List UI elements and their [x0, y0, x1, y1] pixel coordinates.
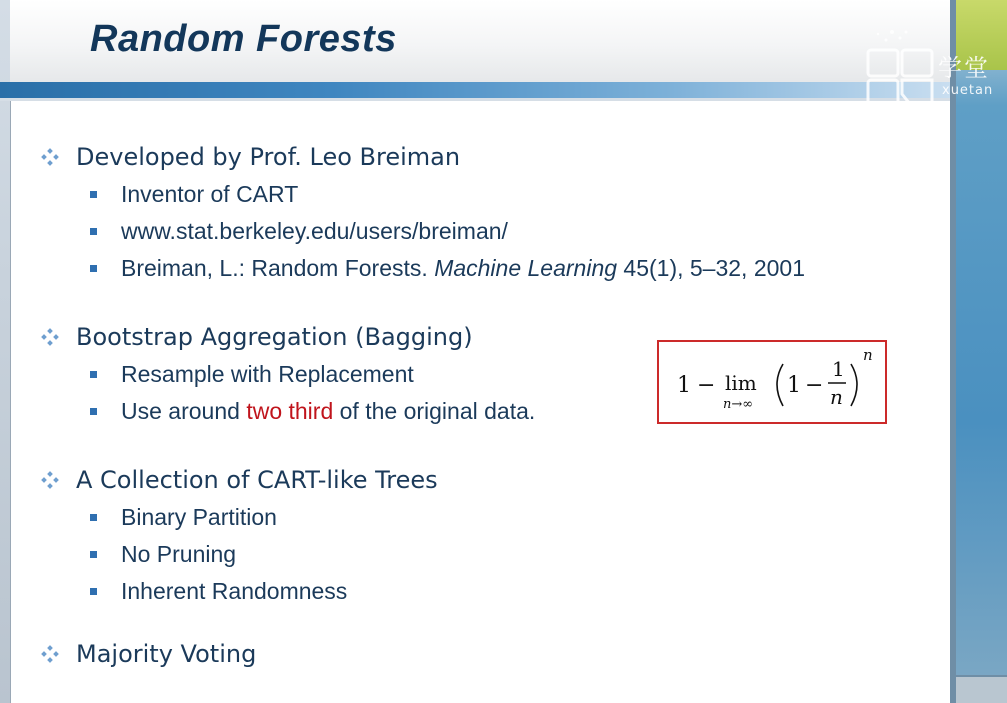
formula-fraction-denominator: n — [830, 385, 843, 409]
section-heading: Developed by Prof. Leo Breiman — [76, 143, 461, 171]
bullet-level2 — [90, 540, 236, 568]
bullet-level1 — [40, 639, 256, 669]
formula-minus: − — [697, 373, 716, 398]
bullet-level2 — [90, 577, 347, 605]
bullet-text-url: www.stat.berkeley.edu/users/breiman/ — [121, 217, 508, 244]
formula-one: 1 — [677, 373, 691, 398]
formula-box — [657, 340, 887, 424]
bullet-level2 — [90, 360, 414, 388]
formula-right-paren — [851, 364, 857, 406]
square-bullet-icon — [90, 514, 97, 521]
bullet-text-post: of the original data. — [333, 397, 536, 424]
bullet-level2 — [90, 397, 535, 425]
watermark-text: 学堂 — [938, 54, 990, 82]
section-heading: Majority Voting — [76, 640, 257, 668]
diamond-cluster-icon — [40, 644, 60, 664]
bullet-text: Binary Partition — [121, 503, 277, 530]
formula-fraction-numerator: 1 — [832, 357, 845, 381]
bullet-text: Resample with Replacement — [121, 360, 414, 387]
square-bullet-icon — [90, 408, 97, 415]
bullet-text-pre: Use around — [121, 397, 247, 424]
square-bullet-icon — [90, 371, 97, 378]
right-frame-bottom-block — [956, 675, 1007, 703]
square-bullet-icon — [90, 551, 97, 558]
bullet-level2 — [90, 217, 508, 245]
formula-exponent: n — [863, 346, 873, 364]
square-bullet-icon — [90, 265, 97, 272]
diamond-cluster-icon — [40, 470, 60, 490]
formula-inner-one: 1 — [787, 373, 801, 398]
bullet-text: Inherent Randomness — [121, 577, 348, 604]
citation-text — [121, 255, 805, 282]
bullet-text: Inventor of CART — [121, 180, 299, 207]
bullet-level2 — [90, 180, 298, 208]
slide-title: Random Forests — [90, 18, 397, 60]
bullet-level2 — [90, 254, 805, 282]
bullet-level2 — [90, 503, 277, 531]
citation-post: 45(1), 5–32, 2001 — [617, 254, 806, 281]
citation-pre: Breiman, L.: Random Forests. — [121, 254, 435, 281]
square-bullet-icon — [90, 228, 97, 235]
formula — [659, 342, 885, 422]
section-heading: Bootstrap Aggregation (Bagging) — [76, 323, 473, 351]
diamond-cluster-icon — [40, 327, 60, 347]
formula-lim-subscript: n→∞ — [723, 397, 754, 412]
formula-lim: lim — [725, 371, 757, 395]
formula-left-paren — [777, 364, 783, 406]
watermark-subtext: xuetan — [942, 83, 994, 98]
diamond-cluster-icon — [40, 147, 60, 167]
square-bullet-icon — [90, 191, 97, 198]
section-heading: A Collection of CART-like Trees — [76, 466, 438, 494]
citation-journal: Machine Learning — [434, 254, 618, 281]
bullet-text — [121, 398, 535, 425]
bullet-level1 — [40, 322, 473, 352]
bullet-level1 — [40, 142, 460, 172]
bullet-level1 — [40, 465, 438, 495]
formula-inner-minus: − — [805, 373, 824, 398]
highlight-text: two third — [246, 397, 334, 424]
square-bullet-icon — [90, 588, 97, 595]
bullet-text: No Pruning — [121, 540, 237, 567]
